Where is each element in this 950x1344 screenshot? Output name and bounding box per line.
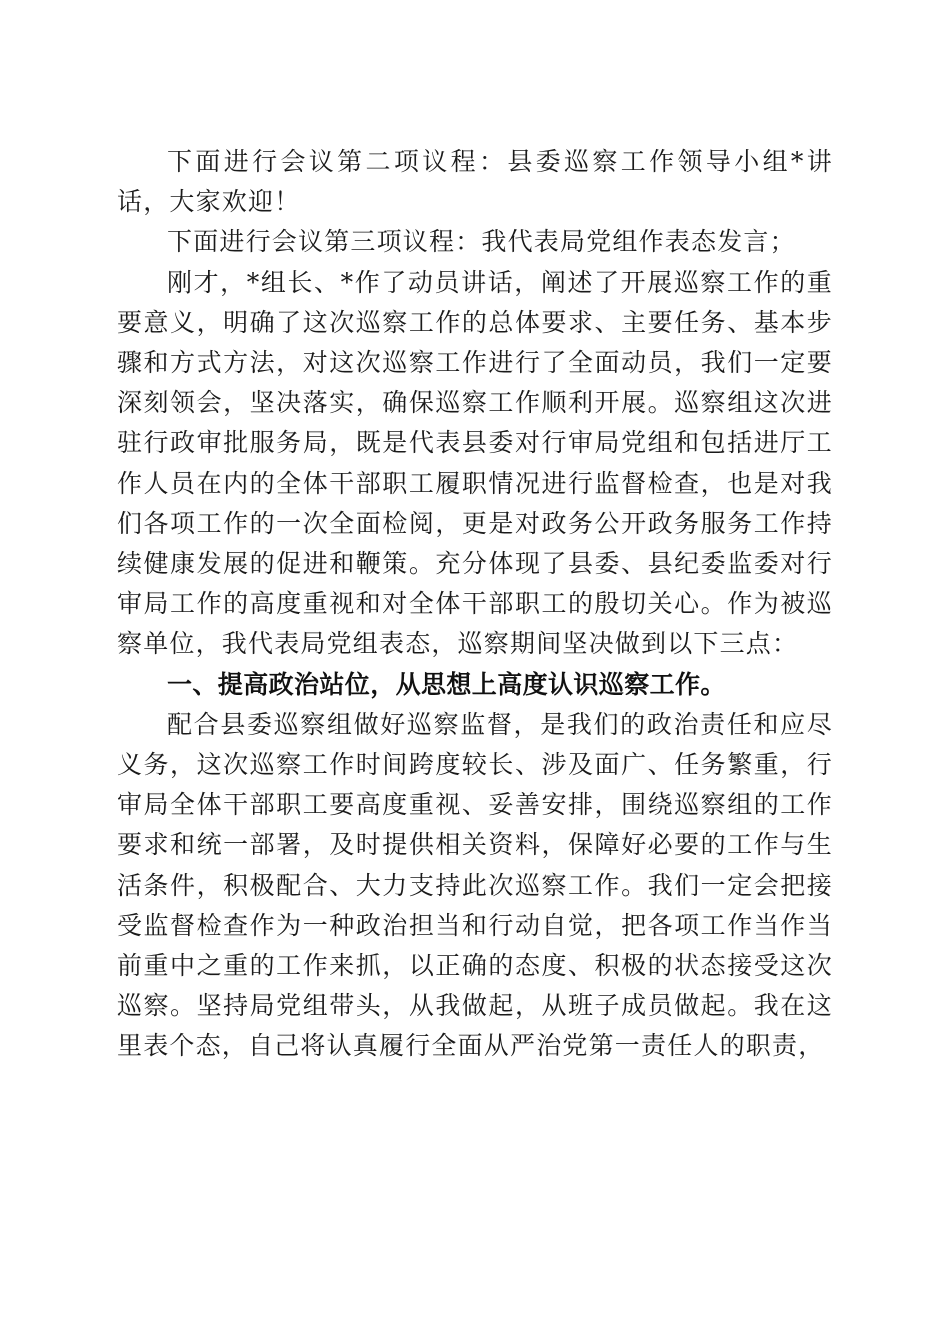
paragraph-section-1-body: 配合县委巡察组做好巡察监督，是我们的政治责任和应尽义务，这次巡察工作时间跨度较长、涉及面广、任务繁重，行审局全体干部职工要高度重视、妥善安排，围绕巡察组的工作要求和统一部署，及时提供相关资料，保障好必要的工作与生活条件，积极配合、大力支持此次巡察工作。我们一定会把接受监督检查作为一种政治担当和行动自觉，把各项工作当作当前重中之重的工作来抓，以正确的态度、积极的状态接受这次巡察。坚持局党组带头，从我做起，从班子成员做起。我在这里表个态，自己将认真履行全面从严治党第一责任人的职责， bbox=[117, 709, 833, 1061]
paragraph-agenda-item-2: 下面进行会议第二项议程：县委巡察工作领导小组*讲话，大家欢迎！ bbox=[117, 147, 833, 217]
section-heading-1: 一、提高政治站位，从思想上高度认识巡察工作。 bbox=[167, 669, 726, 699]
paragraph-response-speech: 刚才，*组长、*作了动员讲话，阐述了开展巡察工作的重要意义，明确了这次巡察工作的总体要求、主要任务、基本步骤和方式方法，对这次巡察工作进行了全面动员，我们一定要深刻领会，坚决落实，确保巡察工作顺利开展。巡察组这次进驻行政审批服务局，既是代表县委对行审局党组和包括进厅工作人员在内的全体干部职工履职情况进行监督检查，也是对我们各项工作的一次全面检阅，更是对政务公开政务服务工作持续健康发展的促进和鞭策。充分体现了县委、县纪委监委对行审局工作的高度重视和对全体干部职工的殷切关心。作为被巡察单位，我代表局党组表态，巡察期间坚决做到以下三点： bbox=[117, 267, 833, 659]
paragraph-agenda-item-3: 下面进行会议第三项议程：我代表局党组作表态发言； bbox=[167, 227, 796, 257]
document-body bbox=[117, 142, 833, 1067]
